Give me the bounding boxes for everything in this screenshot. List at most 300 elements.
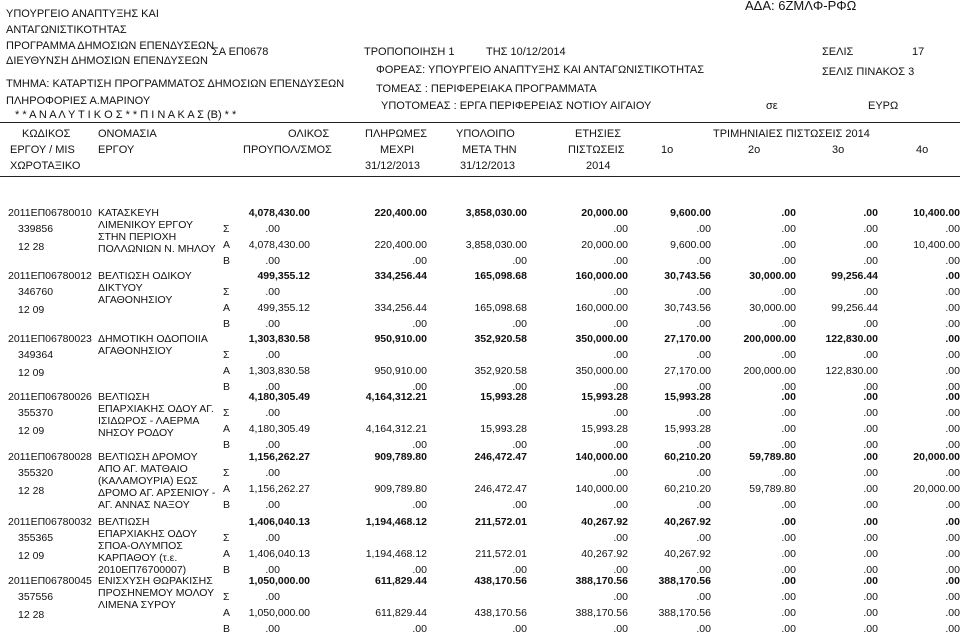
header-rule-top [0, 122, 960, 123]
ministry-line-1: ΥΠΟΥΡΓΕΙΟ ΑΝΑΠΤΥΞΗΣ ΚΑΙ [6, 8, 159, 20]
line-value: .00 [945, 591, 960, 603]
line-total: .00 [265, 407, 280, 419]
table-page: ΣΕΛΙΣ ΠΙΝΑΚΟΣ 3 [822, 66, 915, 78]
project-code: 2011ΕΠ06780023 [8, 333, 92, 345]
foreas: ΦΟΡΕΑΣ: ΥΠΟΥΡΓΕΙΟ ΑΝΑΠΤΥΞΗΣ ΚΑΙ ΑΝΤΑΓΩΝΙΣΤΙΚΟΤΗΤΑΣ [376, 64, 705, 76]
line-value: 122,830.00 [825, 365, 878, 377]
project-total-budget: 1,050,000.00 [248, 575, 310, 587]
col-q4: 4ο [916, 144, 929, 156]
line-value: .00 [613, 349, 628, 361]
ypotomeas: ΥΠΟΤΟΜΕΑΣ : ΕΡΓΑ ΠΕΡΙΦΕΡΕΙΑΣ ΝΟΤΙΟΥ ΑΙΓΑΙΟΥ [381, 100, 652, 112]
project-region-code: 12 28 [18, 485, 45, 497]
project-total-budget: 499,355.12 [257, 270, 310, 282]
project-region-code: 12 09 [18, 550, 45, 562]
line-value: 15,993.28 [581, 423, 628, 435]
project-code: 2011ΕΠ06780012 [8, 270, 92, 282]
line-value: .00 [512, 439, 527, 451]
line-value: .00 [781, 467, 796, 479]
line-value: .00 [696, 467, 711, 479]
line-label: Β [223, 381, 231, 393]
line-value: .00 [412, 564, 427, 576]
line-value: 15,993.28 [664, 423, 711, 435]
line-value: .00 [613, 407, 628, 419]
line-value: .00 [781, 607, 796, 619]
line-value: .00 [863, 483, 878, 495]
line-label: Α [223, 365, 231, 377]
line-value: .00 [945, 223, 960, 235]
line-value: .00 [945, 255, 960, 267]
line-value: .00 [863, 532, 878, 544]
line-value: .00 [863, 381, 878, 393]
line-value: 165,098.68 [474, 302, 527, 314]
line-value: 611,829.44 [375, 607, 427, 619]
summary-value: 15,993.28 [664, 391, 711, 403]
line-value: .00 [781, 423, 796, 435]
line-value: .00 [945, 381, 960, 393]
info-line: ΠΛΗΡΟΦΟΡΙΕΣ Α.ΜΑΡΙΝΟΥ [6, 95, 151, 107]
amendment-date: ΤΗΣ 10/12/2014 [486, 46, 566, 58]
col-etisies-1: ΕΤΗΣΙΕΣ [575, 128, 621, 140]
line-total: .00 [265, 564, 280, 576]
line-value: 246,472.47 [474, 483, 527, 495]
line-value: .00 [512, 318, 527, 330]
summary-value: 388,170.56 [575, 575, 628, 587]
summary-value: 350,000.00 [575, 333, 628, 345]
line-label: Α [223, 239, 231, 251]
line-value: .00 [945, 623, 960, 635]
line-value: .00 [945, 467, 960, 479]
summary-value: .00 [781, 516, 796, 528]
project-mis: 339856 [18, 223, 54, 235]
summary-value: 27,170.00 [664, 333, 711, 345]
line-total: .00 [265, 623, 280, 635]
line-value: 40,267.92 [664, 548, 711, 560]
line-label: Σ [223, 407, 230, 419]
line-value: .00 [945, 499, 960, 511]
summary-value: 122,830.00 [825, 333, 878, 345]
line-value: .00 [781, 349, 796, 361]
line-label: Σ [223, 286, 230, 298]
line-total: .00 [265, 223, 280, 235]
line-value: .00 [512, 564, 527, 576]
summary-value: 220,400.00 [374, 207, 427, 219]
project-code: 2011ΕΠ06780010 [8, 207, 92, 219]
summary-value: 20,000.00 [581, 207, 628, 219]
line-value: .00 [945, 564, 960, 576]
line-value: 30,000.00 [749, 302, 796, 314]
col-plirwmes-3: 31/12/2013 [365, 160, 421, 172]
line-value: .00 [863, 499, 878, 511]
line-label: Β [223, 499, 231, 511]
line-value: .00 [945, 286, 960, 298]
line-value: 27,170.00 [664, 365, 711, 377]
line-value: .00 [781, 381, 796, 393]
summary-value: .00 [945, 270, 960, 282]
line-value: .00 [412, 439, 427, 451]
line-value: .00 [863, 423, 878, 435]
line-total: .00 [265, 591, 280, 603]
line-value: .00 [613, 381, 628, 393]
line-value: .00 [945, 607, 960, 619]
line-total: .00 [265, 381, 280, 393]
project-description: ΕΝΙΣΧΥΣΗ ΘΩΡΑΚΙΣΗΣ ΠΡΟΣΗΝΕΜΟΥ ΜΟΛΟΥ ΛΙΜΕΝΑ ΣΥΡΟΥ [98, 575, 214, 611]
line-value: .00 [863, 439, 878, 451]
line-total: 499,355.12 [257, 302, 310, 314]
line-value: .00 [781, 591, 796, 603]
col-quarterly-title: ΤΡΙΜΗΝΙΑΙΕΣ ΠΙΣΤΩΣΕΙΣ 2014 [713, 128, 870, 140]
col-kodikos-1: ΚΩΔΙΚΟΣ [22, 128, 71, 140]
line-label: Β [223, 255, 231, 267]
ministry-line-2: ΑΝΤΑΓΩΝΙΣΤΙΚΟΤΗΤΑΣ [6, 24, 127, 36]
line-value: .00 [696, 439, 711, 451]
line-total: 4,180,305.49 [248, 423, 310, 435]
project-mis: 349364 [18, 349, 54, 361]
summary-value: 160,000.00 [575, 270, 628, 282]
line-value: .00 [781, 223, 796, 235]
project-mis: 355365 [18, 532, 54, 544]
line-total: 1,050,000.00 [248, 607, 310, 619]
col-ypoloipo-3: 31/12/2013 [460, 160, 516, 172]
line-value: 15,993.28 [480, 423, 527, 435]
line-label: Α [223, 548, 231, 560]
line-value: .00 [863, 223, 878, 235]
project-description: ΔΗΜΟΤΙΚΗ ΟΔΟΠΟΙΙΑ ΑΓΑΘΟΝΗΣΙΟΥ [98, 333, 208, 357]
summary-value: .00 [945, 575, 960, 587]
summary-value: .00 [945, 391, 960, 403]
line-value: .00 [696, 499, 711, 511]
line-value: 211,572.01 [475, 548, 527, 560]
line-value: 4,164,312.21 [365, 423, 427, 435]
line-value: 9,600.00 [670, 239, 711, 251]
col-q2: 2ο [748, 144, 761, 156]
summary-value: 15,993.28 [480, 391, 527, 403]
summary-value: 438,170.56 [474, 575, 527, 587]
line-value: .00 [781, 532, 796, 544]
line-value: 220,400.00 [374, 239, 427, 251]
project-region-code: 12 28 [18, 609, 45, 621]
line-value: .00 [412, 499, 427, 511]
line-value: .00 [781, 548, 796, 560]
summary-value: 909,789.80 [374, 451, 427, 463]
project-code: 2011ΕΠ06780026 [8, 391, 92, 403]
line-total: .00 [265, 349, 280, 361]
col-ypoloipo-2: ΜΕΤΑ ΤΗΝ [462, 144, 517, 156]
summary-value: 388,170.56 [658, 575, 711, 587]
project-region-code: 12 09 [18, 304, 45, 316]
line-value: .00 [696, 349, 711, 361]
line-label: Β [223, 439, 231, 451]
line-value: 10,400.00 [913, 239, 960, 251]
project-mis: 355320 [18, 467, 54, 479]
line-label: Α [223, 483, 231, 495]
summary-value: 140,000.00 [575, 451, 628, 463]
line-value: .00 [863, 239, 878, 251]
currency: ΕΥΡΩ [868, 100, 899, 112]
line-label: Α [223, 607, 231, 619]
line-value: .00 [412, 318, 427, 330]
col-kodikos-2: ΕΡΓΟΥ / MIS [10, 144, 75, 156]
project-region-code: 12 09 [18, 425, 45, 437]
summary-value: 200,000.00 [743, 333, 796, 345]
line-value: .00 [863, 623, 878, 635]
summary-value: 611,829.44 [375, 575, 427, 587]
project-code: 2011ΕΠ06780045 [8, 575, 92, 587]
line-value: .00 [863, 318, 878, 330]
line-value: .00 [863, 286, 878, 298]
summary-value: 20,000.00 [913, 451, 960, 463]
program-line: ΠΡΟΓΡΑΜΜΑ ΔΗΜΟΣΙΩΝ ΕΠΕΝΔΥΣΕΩΝ [6, 40, 215, 52]
line-value: .00 [412, 381, 427, 393]
line-value: .00 [696, 318, 711, 330]
page-number: 17 [912, 46, 925, 58]
line-value: .00 [696, 255, 711, 267]
line-value: .00 [863, 349, 878, 361]
line-value: 438,170.56 [474, 607, 527, 619]
line-value: .00 [781, 239, 796, 251]
col-onomasia-2: ΕΡΓΟΥ [98, 144, 135, 156]
line-value: 909,789.80 [374, 483, 427, 495]
line-label: Σ [223, 591, 230, 603]
line-total: .00 [265, 532, 280, 544]
line-total: .00 [265, 286, 280, 298]
line-value: .00 [412, 255, 427, 267]
project-total-budget: 1,156,262.27 [248, 451, 310, 463]
line-value: .00 [613, 623, 628, 635]
line-value: 20,000.00 [913, 483, 960, 495]
summary-value: 9,600.00 [670, 207, 711, 219]
line-value: .00 [696, 381, 711, 393]
line-value: 20,000.00 [581, 239, 628, 251]
summary-value: 211,572.01 [475, 516, 527, 528]
currency-prefix: σε [766, 100, 778, 112]
line-label: Σ [223, 223, 230, 235]
project-description: ΒΕΛΤΙΩΣΗ ΟΔΙΚΟΥ ΔΙΚΤΥΟΥ ΑΓΑΘΟΝΗΣΙΟΥ [98, 270, 192, 306]
line-value: 388,170.56 [658, 607, 711, 619]
col-kodikos-3: ΧΩΡΟΤΑΞΙΚΟ [10, 160, 81, 172]
summary-value: 4,164,312.21 [365, 391, 427, 403]
line-value: .00 [863, 607, 878, 619]
line-value: 334,256.44 [374, 302, 427, 314]
line-value: 3,858,030.00 [465, 239, 527, 251]
col-q1: 1ο [661, 144, 674, 156]
project-mis: 357556 [18, 591, 54, 603]
summary-value: .00 [781, 391, 796, 403]
sa-code: ΣΑ ΕΠ0678 [212, 46, 269, 58]
line-value: .00 [781, 499, 796, 511]
amendment: ΤΡΟΠΟΠΟΙΗΣΗ 1 [364, 46, 455, 58]
summary-value: 352,920.58 [474, 333, 527, 345]
line-value: .00 [945, 407, 960, 419]
line-label: Β [223, 564, 231, 576]
col-olikos-1: ΟΛΙΚΟΣ [288, 128, 330, 140]
project-description: ΒΕΛΤΙΩΣΗ ΕΠΑΡΧΙΑΚΗΣ ΟΔΟΥ ΣΠΟΑ-ΟΛΥΜΠΟΣ ΚΑΡΠΑΘΟΥ (τ.ε. 2010ΕΠ76700007) [98, 516, 197, 576]
project-description: ΒΕΛΤΙΩΣΗ ΔΡΟΜΟΥ ΑΠΟ ΑΓ. ΜΑΤΘΑΙΟ (ΚΑΛΑΜΟΥΡΙΑ) ΕΩΣ ΔΡΟΜΟ ΑΓ. ΑΡΣΕΝΙΟΥ - ΑΓ. ΑΝΝΑΣ ΝΑΞΟΥ [98, 451, 216, 511]
line-value: .00 [945, 439, 960, 451]
project-mis: 355370 [18, 407, 54, 419]
line-total: .00 [265, 318, 280, 330]
line-value: .00 [512, 623, 527, 635]
col-plirwmes-2: ΜΕΧΡΙ [380, 144, 415, 156]
summary-value: .00 [863, 575, 878, 587]
line-value: .00 [512, 381, 527, 393]
line-value: .00 [613, 286, 628, 298]
summary-value: 99,256.44 [831, 270, 878, 282]
line-value: .00 [613, 255, 628, 267]
line-value: .00 [613, 591, 628, 603]
summary-value: 40,267.92 [581, 516, 628, 528]
project-total-budget: 1,406,040.13 [248, 516, 310, 528]
line-value: .00 [863, 467, 878, 479]
col-q3: 3ο [832, 144, 845, 156]
line-value: .00 [613, 223, 628, 235]
summary-value: .00 [863, 207, 878, 219]
page-label: ΣΕΛΙΣ [822, 46, 854, 58]
line-value: .00 [412, 623, 427, 635]
line-value: 59,789.80 [749, 483, 796, 495]
summary-value: .00 [781, 575, 796, 587]
line-value: .00 [696, 286, 711, 298]
line-total: .00 [265, 439, 280, 451]
line-value: .00 [781, 255, 796, 267]
line-value: .00 [512, 499, 527, 511]
line-value: 60,210.20 [664, 483, 711, 495]
summary-value: .00 [945, 516, 960, 528]
line-value: .00 [696, 564, 711, 576]
project-mis: 346760 [18, 286, 54, 298]
line-value: .00 [613, 532, 628, 544]
summary-value: .00 [945, 333, 960, 345]
summary-value: .00 [863, 391, 878, 403]
project-region-code: 12 28 [18, 241, 45, 253]
line-value: .00 [781, 439, 796, 451]
line-label: Α [223, 302, 231, 314]
line-value: 350,000.00 [575, 365, 628, 377]
line-value: .00 [945, 349, 960, 361]
summary-value: 165,098.68 [474, 270, 527, 282]
line-value: .00 [945, 318, 960, 330]
line-value: .00 [863, 407, 878, 419]
line-value: .00 [863, 564, 878, 576]
line-total: 4,078,430.00 [248, 239, 310, 251]
project-description: ΚΑΤΑΣΚΕΥΗ ΛΙΜΕΝΙΚΟΥ ΕΡΓΟΥ ΣΤΗΝ ΠΕΡΙΟΧΗ ΠΟΛΛΩΝΙΩΝ Ν. ΜΗΛΟΥ [98, 207, 216, 255]
ada-code: ΑΔΑ: 6ΖΜΛΦ-ΡΦΩ [745, 0, 857, 13]
summary-value: 15,993.28 [581, 391, 628, 403]
line-value: .00 [781, 286, 796, 298]
col-etisies-3: 2014 [586, 160, 611, 172]
col-ypoloipo-1: ΥΠΟΛΟΙΠΟ [456, 128, 515, 140]
line-value: .00 [613, 439, 628, 451]
project-code: 2011ΕΠ06780028 [8, 451, 92, 463]
tomeas: ΤΟΜΕΑΣ : ΠΕΡΙΦΕΡΕΙΑΚΑ ΠΡΟΓΡΑΜΜΑΤΑ [376, 83, 597, 95]
col-plirwmes-1: ΠΛΗΡΩΜΕΣ [365, 128, 428, 140]
project-region-code: 12 09 [18, 367, 45, 379]
line-value: 200,000.00 [743, 365, 796, 377]
project-total-budget: 4,180,305.49 [248, 391, 310, 403]
line-value: .00 [863, 591, 878, 603]
line-value: .00 [945, 548, 960, 560]
line-value: .00 [696, 532, 711, 544]
department-line: ΤΜΗΜΑ: ΚΑΤΑΡΤΙΣΗ ΠΡΟΓΡΑΜΜΑΤΟΣ ΔΗΜΟΣΙΩΝ ΕΠΕΝΔΥΣΕΩΝ [6, 78, 345, 90]
line-total: 1,303,830.58 [248, 365, 310, 377]
line-label: Β [223, 318, 231, 330]
line-value: 950,910.00 [374, 365, 427, 377]
summary-value: .00 [863, 451, 878, 463]
summary-value: .00 [863, 516, 878, 528]
summary-value: 60,210.20 [664, 451, 711, 463]
line-value: 99,256.44 [831, 302, 878, 314]
line-value: 30,743.56 [664, 302, 711, 314]
col-etisies-2: ΠΙΣΤΩΣΕΙΣ [568, 144, 625, 156]
line-total: 1,156,262.27 [248, 483, 310, 495]
line-value: 1,194,468.12 [365, 548, 427, 560]
line-value: .00 [613, 564, 628, 576]
line-value: .00 [781, 407, 796, 419]
line-value: .00 [613, 499, 628, 511]
summary-value: 40,267.92 [664, 516, 711, 528]
line-total: 1,406,040.13 [248, 548, 310, 560]
project-total-budget: 1,303,830.58 [248, 333, 310, 345]
line-value: .00 [945, 302, 960, 314]
line-label: Σ [223, 349, 230, 361]
line-total: .00 [265, 499, 280, 511]
line-value: .00 [781, 318, 796, 330]
line-value: .00 [696, 223, 711, 235]
line-value: .00 [945, 423, 960, 435]
line-value: .00 [696, 623, 711, 635]
summary-value: 3,858,030.00 [465, 207, 527, 219]
line-total: .00 [265, 255, 280, 267]
project-total-budget: 4,078,430.00 [248, 207, 310, 219]
line-label: Σ [223, 532, 230, 544]
summary-value: 246,472.47 [474, 451, 527, 463]
summary-value: .00 [781, 207, 796, 219]
line-label: Β [223, 623, 231, 635]
project-code: 2011ΕΠ06780032 [8, 516, 92, 528]
line-value: 352,920.58 [474, 365, 527, 377]
line-value: .00 [945, 365, 960, 377]
line-value: .00 [512, 255, 527, 267]
line-value: .00 [613, 318, 628, 330]
line-value: .00 [696, 591, 711, 603]
line-value: 140,000.00 [575, 483, 628, 495]
col-olikos-2: ΠΡΟΥΠΟΛ/ΣΜΟΣ [243, 144, 332, 156]
line-value: .00 [781, 564, 796, 576]
summary-value: 950,910.00 [374, 333, 427, 345]
header-rule-bottom [0, 176, 960, 177]
line-value: 40,267.92 [581, 548, 628, 560]
line-value: .00 [781, 623, 796, 635]
project-description: ΒΕΛΤΙΩΣΗ ΕΠΑΡΧΙΑΚΗΣ ΟΔΟΥ ΑΓ. ΙΣΙΔΩΡΟΣ - ΛΑΕΡΜΑ ΝΗΣΟΥ ΡΟΔΟΥ [98, 391, 214, 439]
analytical-table-title: * * Α Ν Α Λ Υ Τ Ι Κ Ο Σ * * Π Ι Ν Α Κ Α Σ (Β) * * [15, 109, 237, 121]
line-label: Σ [223, 467, 230, 479]
line-label: Α [223, 423, 231, 435]
summary-value: 334,256.44 [374, 270, 427, 282]
summary-value: 30,000.00 [749, 270, 796, 282]
line-value: 388,170.56 [575, 607, 628, 619]
line-value: .00 [863, 548, 878, 560]
summary-value: 10,400.00 [913, 207, 960, 219]
line-value: .00 [945, 532, 960, 544]
summary-value: 1,194,468.12 [365, 516, 427, 528]
summary-value: 30,743.56 [664, 270, 711, 282]
line-total: .00 [265, 467, 280, 479]
line-value: 160,000.00 [575, 302, 628, 314]
line-value: .00 [863, 255, 878, 267]
directorate-line: ΔΙΕΥΘΥΝΣΗ ΔΗΜΟΣΙΩΝ ΕΠΕΝΔΥΣΕΩΝ [6, 55, 208, 67]
summary-value: 59,789.80 [749, 451, 796, 463]
line-value: .00 [613, 467, 628, 479]
line-value: .00 [696, 407, 711, 419]
